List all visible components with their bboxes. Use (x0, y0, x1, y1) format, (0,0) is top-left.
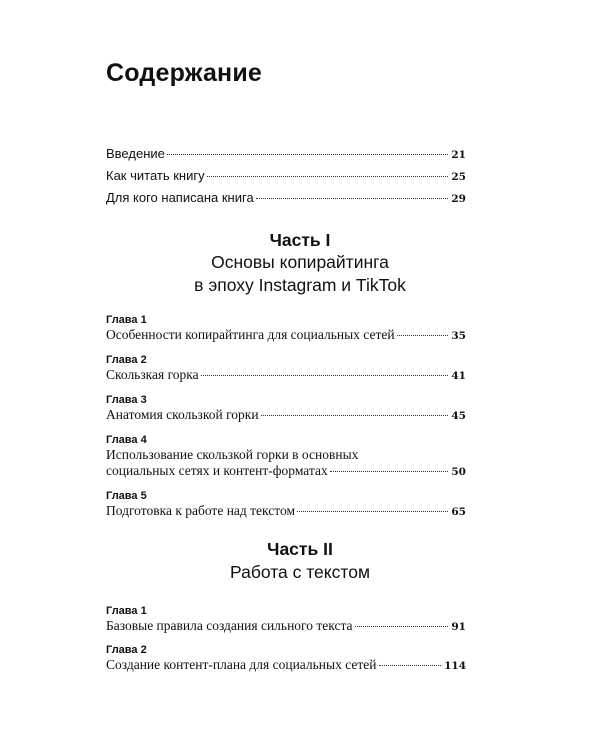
toc-entry-chapter-1-3[interactable] (106, 407, 466, 423)
entry-title: Подготовка к работе над текстом (106, 503, 296, 518)
dot-leader (256, 198, 449, 199)
page-number: 35 (451, 330, 466, 342)
toc-entry-chapter-1-2[interactable] (106, 367, 466, 383)
entry-title: Как читать книгу (106, 168, 205, 183)
part-2-label: Часть II (267, 539, 333, 559)
entry-title: Базовые правила создания сильного текста (106, 618, 353, 633)
chapter-label: Глава 5 (106, 490, 147, 502)
entry-title: Особенности копирайтинга для социальных сетей (106, 327, 395, 342)
dot-leader (201, 375, 449, 376)
page-number: 65 (451, 506, 466, 518)
part-1-title-line-1: Основы копирайтинга (211, 252, 389, 272)
page-number: 29 (451, 193, 466, 205)
toc-entry-audience[interactable] (106, 190, 466, 205)
chapter-label: Глава 2 (106, 354, 147, 366)
entry-title: социальных сетях и контент-форматах (106, 463, 328, 478)
part-1-label: Часть I (269, 230, 331, 250)
part-1-title-line-2: в эпоху Instagram и TikTok (194, 275, 406, 295)
dot-leader (167, 154, 449, 155)
toc-entry-introduction[interactable] (106, 146, 466, 161)
toc-entry-chapter-2-2[interactable] (106, 657, 466, 673)
dot-leader (379, 665, 442, 666)
chapter-label: Глава 4 (106, 434, 147, 446)
entry-title: Создание контент-плана для социальных сетей (106, 657, 377, 672)
toc-entry-chapter-2-1[interactable] (106, 618, 466, 634)
page-title: Содержание (106, 59, 263, 87)
entry-title: Для кого написана книга (106, 190, 254, 205)
page-number: 50 (451, 466, 466, 478)
toc-entry-chapter-1-1[interactable] (106, 327, 466, 343)
entry-title: Анатомия скользкой горки (106, 407, 259, 422)
dot-leader (330, 471, 449, 472)
dot-leader (261, 415, 449, 416)
chapter-label: Глава 2 (106, 644, 147, 656)
dot-leader (397, 335, 449, 336)
page-number: 114 (444, 660, 466, 672)
dot-leader (355, 626, 449, 627)
dot-leader (207, 176, 449, 177)
part-2-title-line-1: Работа с текстом (230, 562, 370, 582)
page-number: 91 (451, 621, 466, 633)
entry-title: Введение (106, 146, 165, 161)
toc-entry-chapter-1-4[interactable] (106, 463, 466, 479)
chapter-label: Глава 1 (106, 605, 147, 617)
toc-entry-chapter-1-5[interactable] (106, 503, 466, 519)
page-number: 41 (451, 370, 466, 382)
entry-title: Скользкая горка (106, 367, 199, 382)
dot-leader (297, 511, 448, 512)
chapter-label: Глава 3 (106, 394, 147, 406)
chapter-label: Глава 1 (106, 314, 147, 326)
page-number: 21 (451, 149, 466, 161)
page-number: 45 (451, 410, 466, 422)
toc-entry-how-to-read[interactable] (106, 168, 466, 183)
entry-title-line-1[interactable]: Использование скользкой горки в основных (106, 447, 359, 462)
page-number: 25 (451, 171, 466, 183)
